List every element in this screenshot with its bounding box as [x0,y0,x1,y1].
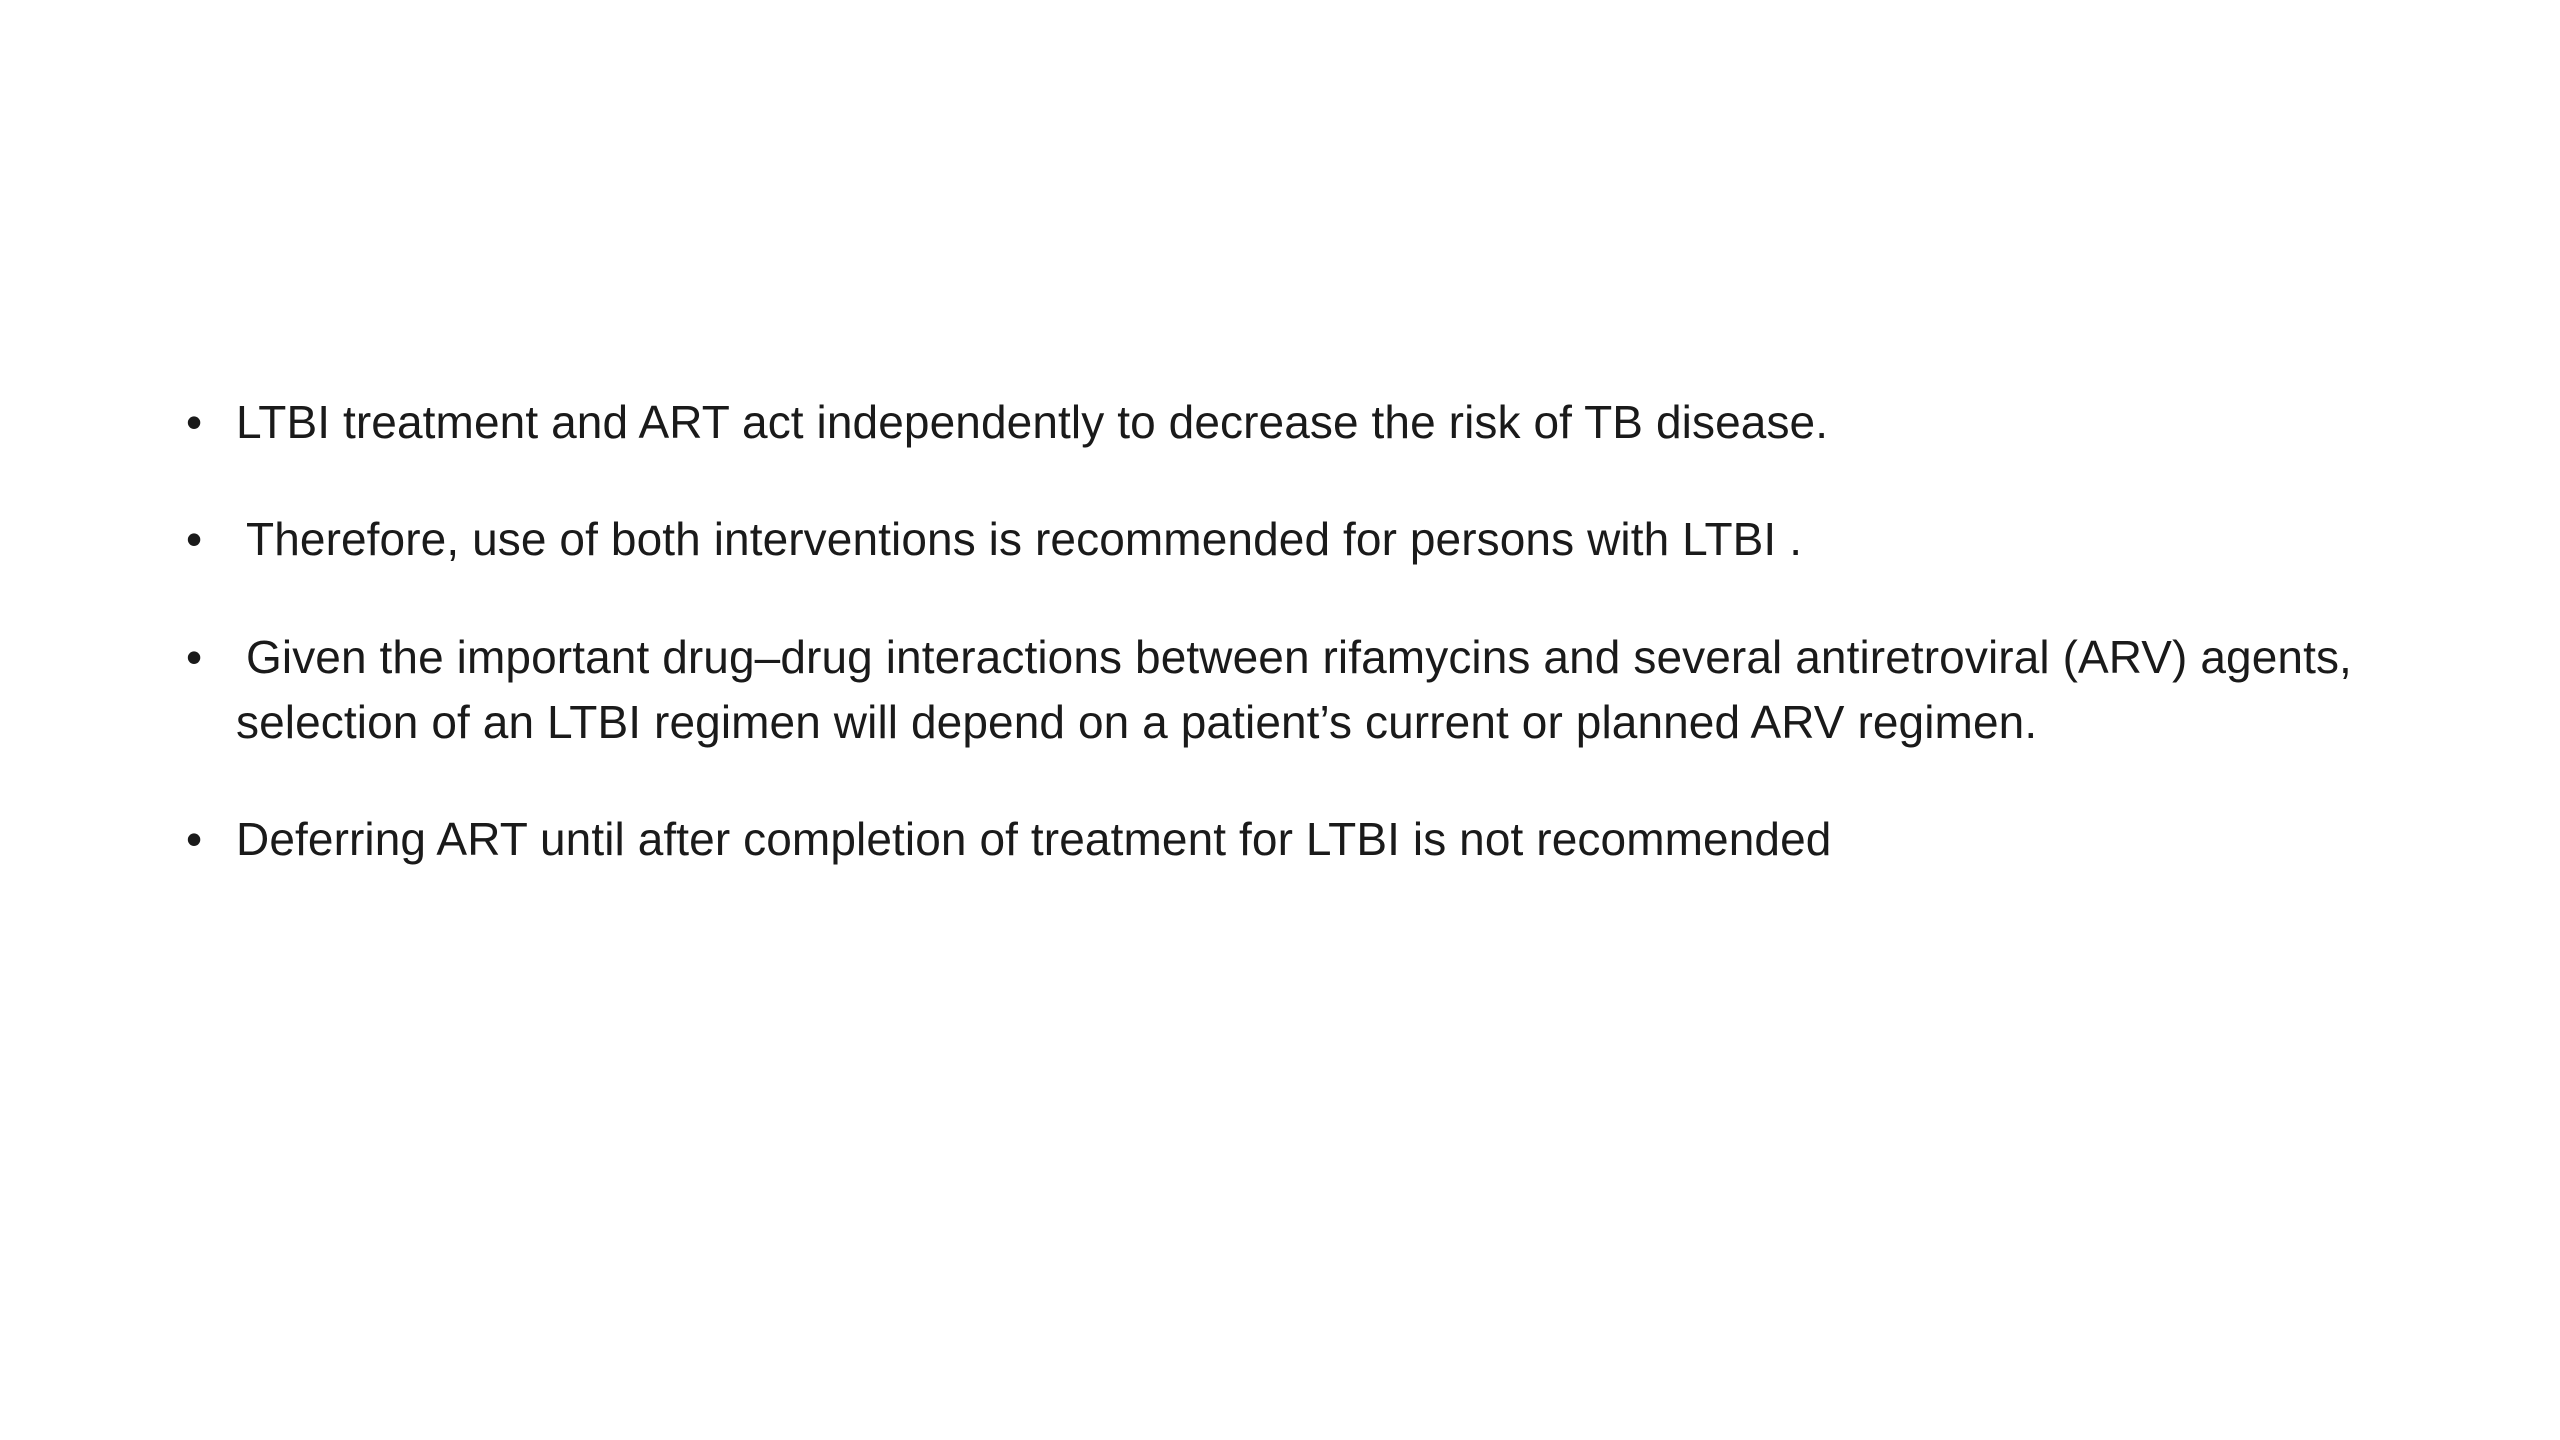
list-item [186,807,2406,872]
list-item [186,625,2406,756]
list-item [186,507,2406,572]
bullet-point-icon: • [186,513,203,566]
bullet-point-icon: • [186,630,203,683]
bullet-point-icon: • [186,813,203,866]
list-item [186,390,2406,455]
bullet-list [186,390,2406,873]
bullet-text-4: Deferring ART until after completion of treatment for LTBI is not recommended [236,813,1832,866]
bullet-text-1: LTBI treatment and ART act independently to decrease the risk of TB disease. [236,396,1829,448]
bullet-text-3: Given the important drug–drug interactions between rifamycins and several antiretroviral (ARV) agents, selection of an LTBI regimen will depend on a patient’s current or planned ARV regimen. [236,630,2352,748]
bullet-text-2: Therefore, use of both interventions is recommended for persons with LTBI . [246,513,1803,566]
bullet-point-icon: • [186,396,203,448]
